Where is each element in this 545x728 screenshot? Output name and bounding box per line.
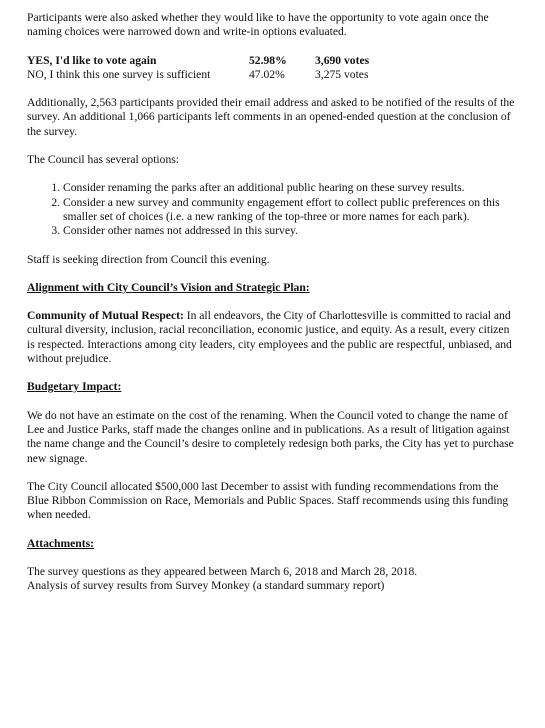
alignment-text: In all endeavors, the City of Charlottesville is committed to racial and cultural diversity, inclusion, racial reconciliation, economic justice, and equity. As a result, every citizen is respected. Interactions among city leaders, city employees and the public are respectful, unbiased, and without prejudice. [27,309,512,366]
vote-option: YES, I'd like to vote again [27,53,157,67]
vote-count: 3,275 votes [315,67,369,81]
vote-count: 3,690 votes [315,53,370,67]
list-item: 3. Consider other names not addressed in this survey. [63,224,515,238]
additionally-paragraph: Additionally, 2,563 participants provided their email address and asked to be notified of the results of the survey. An additional 1,066 participants left comments in an opened-ended question at the conclusion of the survey. [27,96,515,138]
vote-row [27,54,515,68]
alignment-lead: Community of Mutual Respect: [27,309,184,323]
attachment-item: Analysis of survey results from Survey Monkey (a standard summary report) [27,579,385,593]
list-item: 2. Consider a new survey and community engagement effort to collect public preferences on this smaller set of choices (i.e. a new ranking of the top-three or more names for each park). [63,196,515,225]
budget-heading: Budgetary Impact: [27,380,122,394]
budget-paragraph-2: The City Council allocated $500,000 last December to assist with funding recommendations from the Blue Ribbon Commission on Race, Memorials and Public Spaces. Staff recommends using this funding when needed. [27,479,509,522]
vote-percent: 47.02% [249,67,285,81]
alignment-paragraph [27,309,515,366]
options-list [27,181,515,238]
options-intro: The Council has several options: [27,153,179,167]
vote-row [27,68,515,82]
vote-results [27,54,515,83]
alignment-heading: Alignment with City Council’s Vision and Strategic Plan: [27,280,310,294]
budget-paragraph-1: We do not have an estimate on the cost of the renaming. When the Council voted to change the name of Lee and Justice Parks, staff made the changes online and in publications. As a result of litigation against the name change and the Council’s desire to completely redesign both parks, the City has yet to purchase new signage. [27,408,514,465]
document-page [27,11,515,594]
staff-direction: Staff is seeking direction from Council this evening. [27,252,270,266]
attachments-heading: Attachments: [27,536,94,550]
vote-percent: 52.98% [249,53,287,67]
list-item: 1. Consider renaming the parks after an additional public hearing on these survey results. [63,181,515,195]
intro-paragraph: Participants were also asked whether they would like to have the opportunity to vote again once the naming choices were narrowed down and write-in options evaluated. [27,11,489,39]
vote-option: NO, I think this one survey is sufficient [27,67,211,81]
attachment-item: The survey questions as they appeared between March 6, 2018 and March 28, 2018. [27,565,418,579]
